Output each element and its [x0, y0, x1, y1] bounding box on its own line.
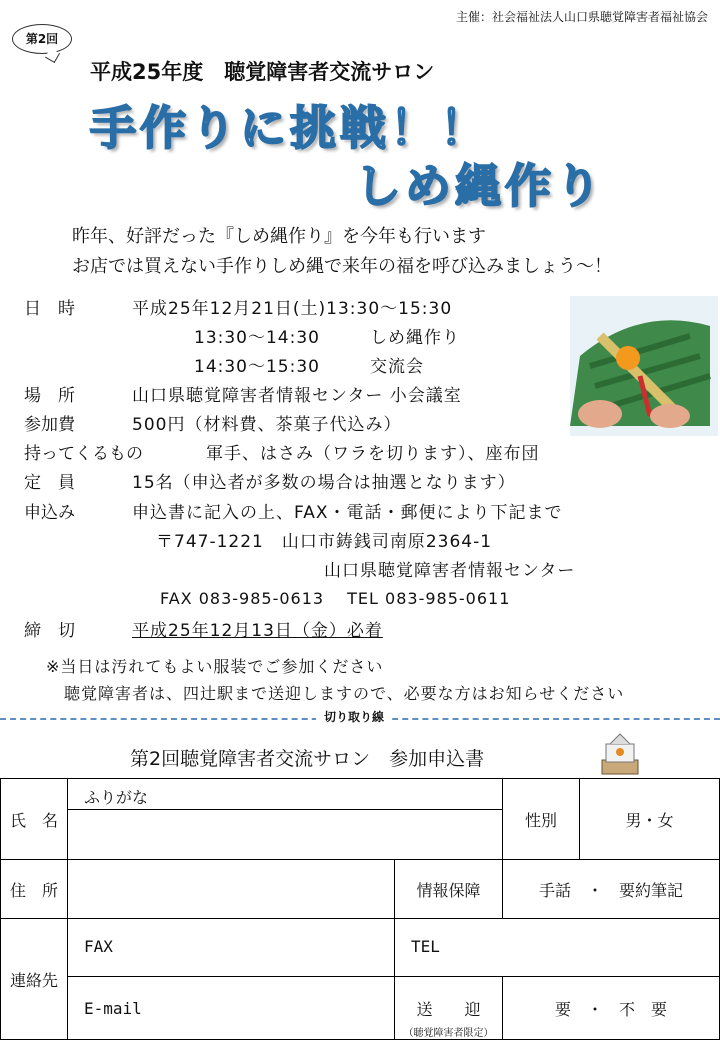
datetime-value: 平成25年12月21日(土)13:30～15:30: [132, 299, 453, 319]
schedule2-activity: 交流会: [370, 357, 424, 377]
transport-choice[interactable]: [502, 976, 720, 1040]
address-field[interactable]: [67, 859, 395, 919]
transport-label-cell: [394, 976, 503, 1040]
info-support-options: 手話 ・ 要約筆記: [538, 880, 683, 900]
intro-line-1: 昨年、好評だった『しめ縄作り』を今年も行います: [72, 226, 486, 247]
deadline-value: 平成25年12月13日（金）必着: [132, 621, 383, 641]
cut-line-label: 切り取り線: [316, 708, 392, 725]
datetime-label: 日 時: [24, 299, 75, 319]
name-field[interactable]: [67, 809, 503, 860]
bring-label: 持ってくるもの: [24, 444, 143, 464]
intro-line-2: お店では買えない手作りしめ縄で来年の福を呼び込みましょう～！: [72, 256, 612, 277]
contact-numbers: FAX 083-985-0613 TEL 083-985-0611: [160, 589, 511, 608]
sex-options: 男・女: [625, 810, 674, 830]
sex-label: 性別: [524, 810, 557, 830]
deadline-label: 締 切: [24, 621, 75, 641]
address-label: 住 所: [9, 880, 58, 900]
title-line-2: しめ縄作り: [355, 159, 605, 213]
furigana-label: ふりがな: [84, 788, 149, 807]
fax-field[interactable]: [67, 918, 395, 977]
info-support-choice[interactable]: [502, 859, 720, 919]
fee-value: 500円（材料費、茶菓子代込み）: [132, 415, 402, 435]
bring-value: 軍手、はさみ（ワラを切ります）、座布団: [206, 444, 540, 464]
place-label: 場 所: [24, 386, 75, 406]
title-line-1: 手作りに挑戦！！: [90, 101, 490, 155]
schedule2-time: 14:30～15:30: [194, 357, 320, 377]
shimenawa-photo: [570, 296, 718, 436]
address-label-cell: [0, 859, 68, 919]
name-label-cell: [0, 778, 68, 860]
note-clothing: ※当日は汚れてもよい服装でご参加ください: [46, 657, 384, 676]
info-support-label: 情報保障: [416, 880, 481, 900]
sex-choice[interactable]: [579, 778, 720, 860]
apply-value: 申込書に記入の上、FAX・電話・郵便により下記まで: [132, 503, 563, 523]
schedule1-activity: しめ縄作り: [370, 328, 460, 348]
capacity-value: 15名（申込者が多数の場合は抽選となります）: [132, 473, 516, 493]
address-text: 〒747-1221 山口市鋳銭司南原2364-1: [156, 532, 493, 552]
furigana-field[interactable]: [67, 778, 503, 810]
transport-label: 送 迎: [416, 1000, 481, 1019]
place-value: 山口県聴覚障害者情報センター 小会議室: [132, 386, 462, 406]
edition-badge: 第2回: [12, 24, 72, 54]
form-title: 第2回聴覚障害者交流サロン 参加申込書: [130, 748, 485, 770]
kadomatsu-icon: [596, 730, 644, 776]
capacity-label: 定 員: [24, 473, 75, 493]
contact-label-cell: [0, 918, 68, 1040]
name-label: 氏 名: [9, 810, 58, 830]
center-name: 山口県聴覚障害者情報センター: [324, 561, 576, 581]
contact-label: 連絡先: [9, 970, 58, 990]
email-label: E-mail: [84, 999, 142, 1018]
organizer-text: 主催：社会福祉法人山口県聴覚障害者福祉協会: [455, 10, 708, 24]
tel-field[interactable]: [394, 918, 720, 977]
event-subtitle: 平成25年度 聴覚障害者交流サロン: [90, 60, 435, 84]
tel-label: TEL: [411, 937, 440, 956]
schedule1-time: 13:30～14:30: [194, 328, 320, 348]
fee-label: 参加費: [24, 415, 75, 435]
fax-label: FAX: [84, 937, 113, 956]
sex-label-cell: [502, 778, 580, 860]
info-label-cell: [394, 859, 503, 919]
email-field[interactable]: [67, 976, 395, 1040]
note-transport: 聴覚障害者は、四辻駅まで送迎しますので、必要な方はお知らせください: [64, 684, 625, 703]
transport-note: （聴覚障害者限定）: [403, 1028, 494, 1039]
transport-options: 要 ・ 不 要: [554, 999, 667, 1019]
apply-label: 申込み: [24, 503, 75, 523]
